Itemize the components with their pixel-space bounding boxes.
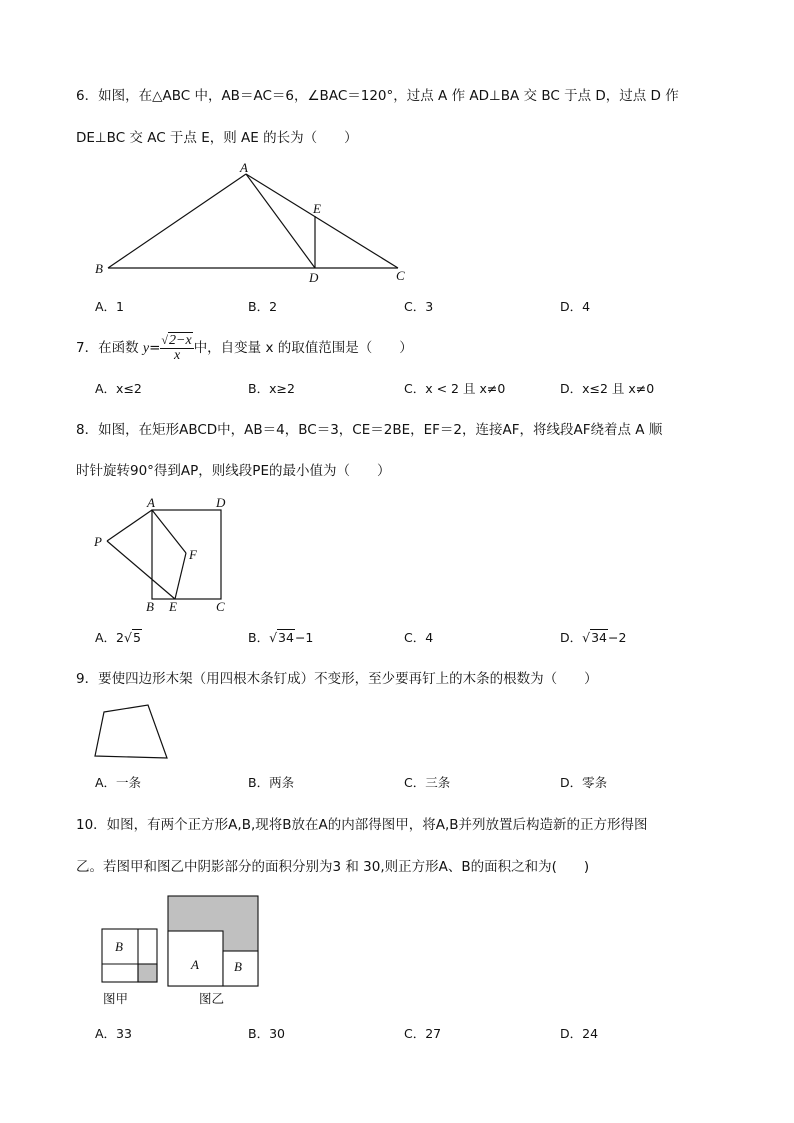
- q6-label-e: E: [313, 201, 321, 216]
- q10-option-b[interactable]: B．30: [248, 1026, 285, 1041]
- q10-caption-yi: 图乙: [199, 991, 225, 1006]
- q6-label-d: D: [309, 270, 319, 285]
- q8-label-d: D: [216, 495, 226, 510]
- q6-option-b[interactable]: B．2: [248, 299, 278, 314]
- q8-label-a: A: [147, 495, 155, 510]
- q6-label-b: B: [95, 261, 103, 276]
- q7-option-c[interactable]: C．x < 2 且 x≠0: [404, 381, 506, 396]
- q10-text-line2: 乙。若图甲和图乙中阴影部分的面积分别为3 和 30,则正方形A、B的面积之和为( ): [76, 859, 590, 875]
- q8-option-d-radicand: 34: [591, 630, 608, 645]
- q6-option-a[interactable]: A．1: [95, 299, 125, 314]
- q8-label-c: C: [216, 599, 225, 614]
- q7-formula-fraction: $\frac{√2-x}{x}$: [161, 333, 192, 363]
- q8-text-line2: 时针旋转90°得到AP，则线段PE的最小值为（ ）: [76, 463, 391, 479]
- q10-jia-shaded: [138, 964, 157, 982]
- q8-option-b[interactable]: B．√34−1: [248, 630, 314, 645]
- q7-text-before: 7．在函数: [76, 340, 139, 356]
- q10-figure-jia: [102, 929, 157, 982]
- q10-option-d[interactable]: D．24: [560, 1026, 599, 1041]
- q7-formula-numerator: 2−x: [169, 333, 192, 348]
- q7-formula-y: y: [142, 341, 150, 356]
- q8-option-a-prefix: A．2: [95, 630, 125, 645]
- q8-option-d[interactable]: D．√34−2: [560, 630, 627, 645]
- q10-yi-label-b: B: [234, 959, 242, 974]
- q6-text-line1: 6．如图，在△ABC 中，AB＝AC＝6，∠BAC＝120°，过点 A 作 AD⊥BA 交 BC 于点 D，过点 D 作: [76, 88, 679, 104]
- q7-formula-denominator: x: [173, 348, 181, 363]
- q8-option-c-prefix: C．4: [404, 630, 434, 645]
- q9-option-a[interactable]: A．一条: [95, 775, 142, 790]
- q10-jia-label-b: B: [115, 939, 123, 954]
- q8-option-b-prefix: B．: [248, 630, 270, 645]
- q8-option-d-suffix: −2: [608, 630, 627, 645]
- q10-option-a[interactable]: A．33: [95, 1026, 132, 1041]
- q6-label-a: A: [240, 160, 248, 175]
- q10-option-c[interactable]: C．27: [404, 1026, 442, 1041]
- q8-label-f: F: [189, 547, 197, 562]
- q8-option-d-prefix: D．: [560, 630, 583, 645]
- q8-label-b: B: [146, 599, 154, 614]
- q10-text-line1: 10．如图，有两个正方形A,B,现将B放在A的内部得图甲，将A,B并列放置后构造新的正方形得图: [76, 817, 648, 833]
- q8-option-a-radicand: 5: [132, 630, 141, 645]
- q8-label-e: E: [169, 599, 177, 614]
- q6-label-c: C: [396, 268, 405, 283]
- q10-yi-label-a: A: [191, 957, 199, 972]
- q8-label-p: P: [94, 534, 102, 549]
- q10-caption-jia: 图甲: [103, 991, 129, 1006]
- q6-option-d[interactable]: D．4: [560, 299, 591, 314]
- q6-option-c[interactable]: C．3: [404, 299, 434, 314]
- q7-option-d[interactable]: D．x≤2 且 x≠0: [560, 381, 655, 396]
- q9-text-line1: 9．要使四边形木架（用四根木条钉成）不变形，至少要再钉上的木条的根数为（ ）: [76, 671, 598, 687]
- q6-text-line2: DE⊥BC 交 AC 于点 E，则 AE 的长为（ ）: [76, 130, 358, 146]
- q7-text-after: 中，自变量 x 的取值范围是（ ）: [193, 340, 413, 356]
- q10-figure-yi: [168, 896, 258, 986]
- q9-option-b[interactable]: B．两条: [248, 775, 295, 790]
- q7-formula-eq: =: [149, 340, 161, 356]
- q8-option-b-radicand: 34: [278, 630, 294, 645]
- q7-option-b[interactable]: B．x≥2: [248, 381, 295, 396]
- q7-option-a[interactable]: A．x≤2: [95, 381, 142, 396]
- q9-option-c[interactable]: C．三条: [404, 775, 451, 790]
- q9-option-d[interactable]: D．零条: [560, 775, 608, 790]
- q8-option-a[interactable]: A．2√5: [95, 630, 141, 645]
- q8-option-b-suffix: −1: [294, 630, 314, 645]
- q8-text-line1: 8．如图，在矩形ABCD中，AB＝4，BC＝3，CE＝2BE，EF＝2，连接AF，将线段AF绕着点 A 顺: [76, 422, 663, 438]
